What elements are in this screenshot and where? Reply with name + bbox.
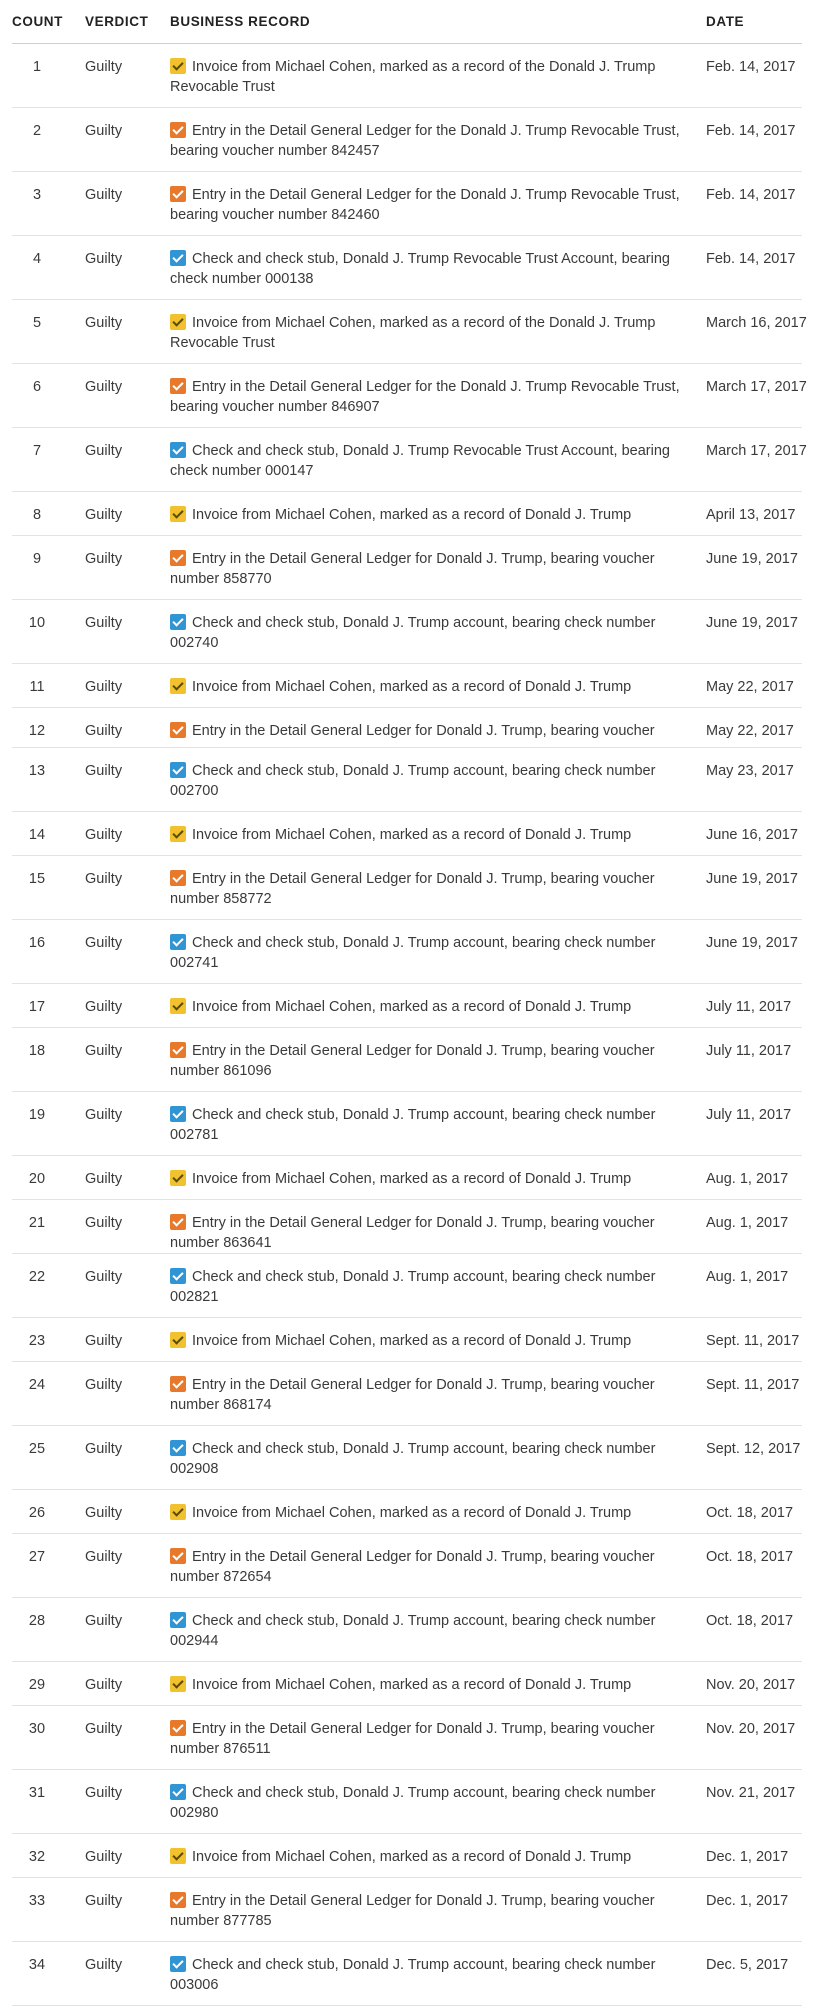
business-record-cell (170, 1783, 700, 1823)
ledger-check-icon (170, 186, 186, 202)
date-cell: Dec. 1, 2017 (706, 1849, 789, 1865)
business-record-cell (170, 677, 700, 697)
count-cell: 2 (32, 123, 42, 139)
business-record-cell (170, 869, 700, 909)
date-cell: Feb. 14, 2017 (706, 123, 796, 139)
verdict-cell: Guilty (85, 251, 123, 267)
verdict-cell: Guilty (85, 1441, 123, 1457)
table-row (12, 1942, 802, 2006)
count-cell: 27 (28, 1549, 46, 1565)
date-cell: July 11, 2017 (706, 1043, 792, 1059)
date-cell: June 19, 2017 (706, 615, 798, 631)
date-cell: Oct. 18, 2017 (706, 1505, 794, 1521)
business-record-text: Check and check stub, Donald J. Trump Revocable Trust Account, bearing check number 000138 (170, 251, 670, 287)
date-cell: Oct. 18, 2017 (706, 1549, 794, 1565)
date-cell: Aug. 1, 2017 (706, 1215, 789, 1231)
count-cell: 8 (32, 507, 42, 523)
count-cell: 22 (28, 1269, 46, 1285)
business-record-cell (170, 1547, 700, 1587)
count-cell: 10 (28, 615, 46, 631)
table-row (12, 1770, 802, 1834)
verdict-cell: Guilty (85, 871, 123, 887)
business-record-text: Entry in the Detail General Ledger for Donald J. Trump, bearing voucher number 861096 (170, 1043, 655, 1079)
check-stub-check-icon (170, 1956, 186, 1972)
table-row (12, 1598, 802, 1662)
business-record-text: Invoice from Michael Cohen, marked as a record of Donald J. Trump (192, 1333, 632, 1349)
verdict-cell: Guilty (85, 1677, 123, 1693)
date-cell: March 17, 2017 (706, 443, 807, 459)
business-record-cell (170, 377, 700, 417)
verdict-cell: Guilty (85, 679, 123, 695)
date-cell: March 17, 2017 (706, 379, 807, 395)
date-cell: April 13, 2017 (706, 507, 796, 523)
business-record-cell (170, 825, 700, 845)
verdict-cell: Guilty (85, 1785, 123, 1801)
business-record-cell (170, 1105, 700, 1145)
table-row (12, 1028, 802, 1092)
business-record-cell (170, 1955, 700, 1995)
header-count: COUNT (12, 14, 63, 29)
business-record-cell (170, 505, 700, 525)
date-cell: July 11, 2017 (706, 999, 792, 1015)
check-stub-check-icon (170, 934, 186, 950)
business-record-cell (170, 313, 700, 353)
business-record-cell (170, 1675, 700, 1695)
date-cell: Oct. 18, 2017 (706, 1613, 794, 1629)
table-row (12, 1490, 802, 1534)
ledger-check-icon (170, 870, 186, 886)
business-record-text: Check and check stub, Donald J. Trump account, bearing check number 002908 (170, 1441, 656, 1477)
business-record-cell (170, 1503, 700, 1523)
table-row (12, 1662, 802, 1706)
business-record-cell (170, 1169, 700, 1189)
table-row (12, 664, 802, 708)
business-record-cell (170, 185, 700, 225)
verdict-cell: Guilty (85, 935, 123, 951)
ledger-check-icon (170, 1214, 186, 1230)
date-cell: May 22, 2017 (706, 723, 794, 739)
invoice-check-icon (170, 58, 186, 74)
count-cell: 28 (28, 1613, 46, 1629)
business-record-text: Invoice from Michael Cohen, marked as a record of Donald J. Trump (192, 827, 632, 843)
business-record-cell (170, 57, 700, 97)
business-record-text: Check and check stub, Donald J. Trump Revocable Trust Account, bearing check number 000147 (170, 443, 670, 479)
date-cell: March 16, 2017 (706, 315, 807, 331)
table-row (12, 600, 802, 664)
count-cell: 33 (28, 1893, 46, 1909)
date-cell: Sept. 11, 2017 (706, 1377, 800, 1393)
ledger-check-icon (170, 1376, 186, 1392)
date-cell: Dec. 1, 2017 (706, 1893, 789, 1909)
date-cell: June 19, 2017 (706, 551, 798, 567)
business-record-text: Entry in the Detail General Ledger for Donald J. Trump, bearing voucher number 858770 (170, 551, 655, 587)
verdict-table (12, 0, 807, 2006)
header-business-record: BUSINESS RECORD (170, 14, 311, 29)
table-row (12, 1426, 802, 1490)
business-record-text: Invoice from Michael Cohen, marked as a record of Donald J. Trump (192, 999, 632, 1015)
date-cell: May 23, 2017 (706, 763, 794, 779)
business-record-cell (170, 249, 700, 289)
check-stub-check-icon (170, 1268, 186, 1284)
table-row (12, 984, 802, 1028)
verdict-cell: Guilty (85, 187, 123, 203)
count-cell: 15 (28, 871, 46, 887)
count-cell: 34 (28, 1957, 46, 1973)
business-record-cell (170, 1041, 700, 1081)
date-cell: June 19, 2017 (706, 935, 798, 951)
count-cell: 6 (32, 379, 42, 395)
count-cell: 4 (32, 251, 42, 267)
business-record-text: Invoice from Michael Cohen, marked as a record of Donald J. Trump (192, 679, 632, 695)
table-row (12, 856, 802, 920)
date-cell: Feb. 14, 2017 (706, 187, 796, 203)
verdict-cell: Guilty (85, 379, 123, 395)
verdict-cell: Guilty (85, 763, 123, 779)
count-cell: 25 (28, 1441, 46, 1457)
business-record-text: Invoice from Michael Cohen, marked as a record of the Donald J. Trump Revocable Trust (170, 315, 656, 351)
table-body (12, 44, 807, 2006)
business-record-text: Invoice from Michael Cohen, marked as a record of the Donald J. Trump Revocable Trust (170, 59, 656, 95)
business-record-text: Check and check stub, Donald J. Trump account, bearing check number 003006 (170, 1957, 656, 1993)
date-cell: May 22, 2017 (706, 679, 794, 695)
business-record-text: Check and check stub, Donald J. Trump account, bearing check number 002980 (170, 1785, 656, 1821)
table-row (12, 1318, 802, 1362)
business-record-text: Entry in the Detail General Ledger for the Donald J. Trump Revocable Trust, bearing voucher number 846907 (170, 379, 680, 415)
verdict-cell: Guilty (85, 1613, 123, 1629)
count-cell: 23 (28, 1333, 46, 1349)
count-cell: 17 (28, 999, 46, 1015)
table-row (12, 428, 807, 492)
business-record-cell (170, 933, 700, 973)
verdict-cell: Guilty (85, 1549, 123, 1565)
verdict-cell: Guilty (85, 615, 123, 631)
date-cell: Nov. 20, 2017 (706, 1677, 796, 1693)
check-stub-check-icon (170, 762, 186, 778)
verdict-cell: Guilty (85, 1377, 123, 1393)
check-stub-check-icon (170, 250, 186, 266)
verdict-cell: Guilty (85, 59, 123, 75)
table-row (12, 1878, 802, 1942)
table-row (12, 1834, 802, 1878)
invoice-check-icon (170, 506, 186, 522)
count-cell: 21 (28, 1215, 46, 1231)
table-row (12, 236, 802, 300)
date-cell: Aug. 1, 2017 (706, 1269, 789, 1285)
business-record-cell (170, 613, 700, 653)
business-record-text: Check and check stub, Donald J. Trump account, bearing check number 002781 (170, 1107, 656, 1143)
invoice-check-icon (170, 998, 186, 1014)
business-record-cell (170, 1375, 700, 1415)
verdict-cell: Guilty (85, 1893, 123, 1909)
check-stub-check-icon (170, 1784, 186, 1800)
ledger-check-icon (170, 550, 186, 566)
date-cell: June 16, 2017 (706, 827, 798, 843)
invoice-check-icon (170, 1848, 186, 1864)
business-record-text: Entry in the Detail General Ledger for Donald J. Trump, bearing voucher (192, 723, 655, 739)
ledger-check-icon (170, 1548, 186, 1564)
business-record-cell (170, 1847, 700, 1867)
verdict-cell: Guilty (85, 1171, 123, 1187)
count-cell: 26 (28, 1505, 46, 1521)
verdict-cell: Guilty (85, 1721, 123, 1737)
business-record-cell (170, 1439, 700, 1479)
table-row (12, 708, 802, 748)
date-cell: Sept. 12, 2017 (706, 1441, 801, 1457)
table-row (12, 1200, 802, 1254)
count-cell: 16 (28, 935, 46, 951)
count-cell: 19 (28, 1107, 46, 1123)
business-record-cell (170, 1331, 700, 1351)
table-header (12, 0, 802, 44)
count-cell: 20 (28, 1171, 46, 1187)
table-row (12, 1092, 802, 1156)
business-record-text: Entry in the Detail General Ledger for Donald J. Trump, bearing voucher number 858772 (170, 871, 655, 907)
ledger-check-icon (170, 1892, 186, 1908)
verdict-cell: Guilty (85, 507, 123, 523)
verdict-cell: Guilty (85, 1957, 123, 1973)
business-record-text: Entry in the Detail General Ledger for Donald J. Trump, bearing voucher number 863641 (170, 1215, 655, 1251)
table-row (12, 172, 802, 236)
date-cell: Sept. 11, 2017 (706, 1333, 800, 1349)
business-record-text: Entry in the Detail General Ledger for Donald J. Trump, bearing voucher number 872654 (170, 1549, 655, 1585)
ledger-check-icon (170, 1720, 186, 1736)
date-cell: Nov. 20, 2017 (706, 1721, 796, 1737)
count-cell: 24 (28, 1377, 46, 1393)
count-cell: 7 (32, 443, 42, 459)
count-cell: 18 (28, 1043, 46, 1059)
table-row (12, 364, 807, 428)
count-cell: 12 (28, 723, 46, 739)
header-verdict: VERDICT (85, 14, 149, 29)
business-record-text: Invoice from Michael Cohen, marked as a record of Donald J. Trump (192, 1505, 632, 1521)
verdict-cell: Guilty (85, 443, 123, 459)
business-record-cell (170, 549, 700, 589)
business-record-text: Invoice from Michael Cohen, marked as a record of Donald J. Trump (192, 1677, 632, 1693)
verdict-cell: Guilty (85, 551, 123, 567)
verdict-cell: Guilty (85, 1269, 123, 1285)
verdict-cell: Guilty (85, 1333, 123, 1349)
count-cell: 31 (28, 1785, 46, 1801)
count-cell: 13 (28, 763, 46, 779)
ledger-check-icon (170, 122, 186, 138)
business-record-cell (170, 441, 700, 481)
verdict-cell: Guilty (85, 1505, 123, 1521)
count-cell: 3 (32, 187, 42, 203)
business-record-text: Invoice from Michael Cohen, marked as a record of Donald J. Trump (192, 1849, 632, 1865)
ledger-check-icon (170, 722, 186, 738)
verdict-cell: Guilty (85, 1107, 123, 1123)
business-record-text: Check and check stub, Donald J. Trump account, bearing check number 002944 (170, 1613, 656, 1649)
business-record-text: Entry in the Detail General Ledger for Donald J. Trump, bearing voucher number 877785 (170, 1893, 655, 1929)
count-cell: 14 (28, 827, 46, 843)
table-row (12, 300, 807, 364)
verdict-cell: Guilty (85, 1215, 123, 1231)
verdict-cell: Guilty (85, 1043, 123, 1059)
count-cell: 29 (28, 1677, 46, 1693)
table-row (12, 748, 802, 812)
table-row (12, 920, 802, 984)
date-cell: Feb. 14, 2017 (706, 251, 796, 267)
count-cell: 1 (32, 59, 42, 75)
verdict-cell: Guilty (85, 315, 123, 331)
business-record-text: Entry in the Detail General Ledger for Donald J. Trump, bearing voucher number 876511 (170, 1721, 655, 1757)
count-cell: 5 (32, 315, 42, 331)
business-record-text: Entry in the Detail General Ledger for the Donald J. Trump Revocable Trust, bearing voucher number 842457 (170, 123, 680, 159)
header-date: DATE (706, 14, 745, 29)
date-cell: Feb. 14, 2017 (706, 59, 796, 75)
business-record-text: Invoice from Michael Cohen, marked as a record of Donald J. Trump (192, 507, 632, 523)
business-record-cell (170, 121, 700, 161)
invoice-check-icon (170, 314, 186, 330)
business-record-text: Check and check stub, Donald J. Trump account, bearing check number 002740 (170, 615, 656, 651)
verdict-cell: Guilty (85, 723, 123, 739)
verdict-cell: Guilty (85, 827, 123, 843)
business-record-text: Invoice from Michael Cohen, marked as a record of Donald J. Trump (192, 1171, 632, 1187)
date-cell: Nov. 21, 2017 (706, 1785, 796, 1801)
table-row (12, 1706, 802, 1770)
business-record-cell (170, 1611, 700, 1651)
business-record-text: Check and check stub, Donald J. Trump account, bearing check number 002821 (170, 1269, 656, 1305)
invoice-check-icon (170, 1676, 186, 1692)
table-row (12, 492, 802, 536)
verdict-cell: Guilty (85, 1849, 123, 1865)
date-cell: Dec. 5, 2017 (706, 1957, 789, 1973)
invoice-check-icon (170, 678, 186, 694)
table-row (12, 812, 802, 856)
business-record-text: Check and check stub, Donald J. Trump account, bearing check number 002700 (170, 763, 656, 799)
business-record-cell (170, 1719, 700, 1759)
invoice-check-icon (170, 1332, 186, 1348)
ledger-check-icon (170, 378, 186, 394)
verdict-cell: Guilty (85, 123, 123, 139)
table-row (12, 1254, 802, 1318)
check-stub-check-icon (170, 1612, 186, 1628)
date-cell: July 11, 2017 (706, 1107, 792, 1123)
date-cell: Aug. 1, 2017 (706, 1171, 789, 1187)
table-row (12, 44, 802, 108)
check-stub-check-icon (170, 1440, 186, 1456)
table-row (12, 1156, 802, 1200)
invoice-check-icon (170, 1170, 186, 1186)
table-row (12, 1362, 802, 1426)
business-record-cell (170, 721, 700, 748)
business-record-cell (170, 997, 700, 1017)
table-row (12, 536, 802, 600)
check-stub-check-icon (170, 1106, 186, 1122)
count-cell: 32 (28, 1849, 46, 1865)
business-record-text: Entry in the Detail General Ledger for the Donald J. Trump Revocable Trust, bearing voucher number 842460 (170, 187, 680, 223)
business-record-text: Check and check stub, Donald J. Trump account, bearing check number 002741 (170, 935, 656, 971)
business-record-cell (170, 1213, 700, 1253)
table-row (12, 1534, 802, 1598)
count-cell: 9 (32, 551, 42, 567)
check-stub-check-icon (170, 614, 186, 630)
verdict-cell: Guilty (85, 999, 123, 1015)
count-cell: 11 (29, 679, 45, 695)
business-record-cell (170, 1891, 700, 1931)
business-record-text: Entry in the Detail General Ledger for Donald J. Trump, bearing voucher number 868174 (170, 1377, 655, 1413)
business-record-cell (170, 761, 700, 801)
check-stub-check-icon (170, 442, 186, 458)
table-row (12, 108, 802, 172)
invoice-check-icon (170, 1504, 186, 1520)
business-record-cell (170, 1267, 700, 1307)
date-cell: June 19, 2017 (706, 871, 798, 887)
ledger-check-icon (170, 1042, 186, 1058)
count-cell: 30 (28, 1721, 46, 1737)
invoice-check-icon (170, 826, 186, 842)
